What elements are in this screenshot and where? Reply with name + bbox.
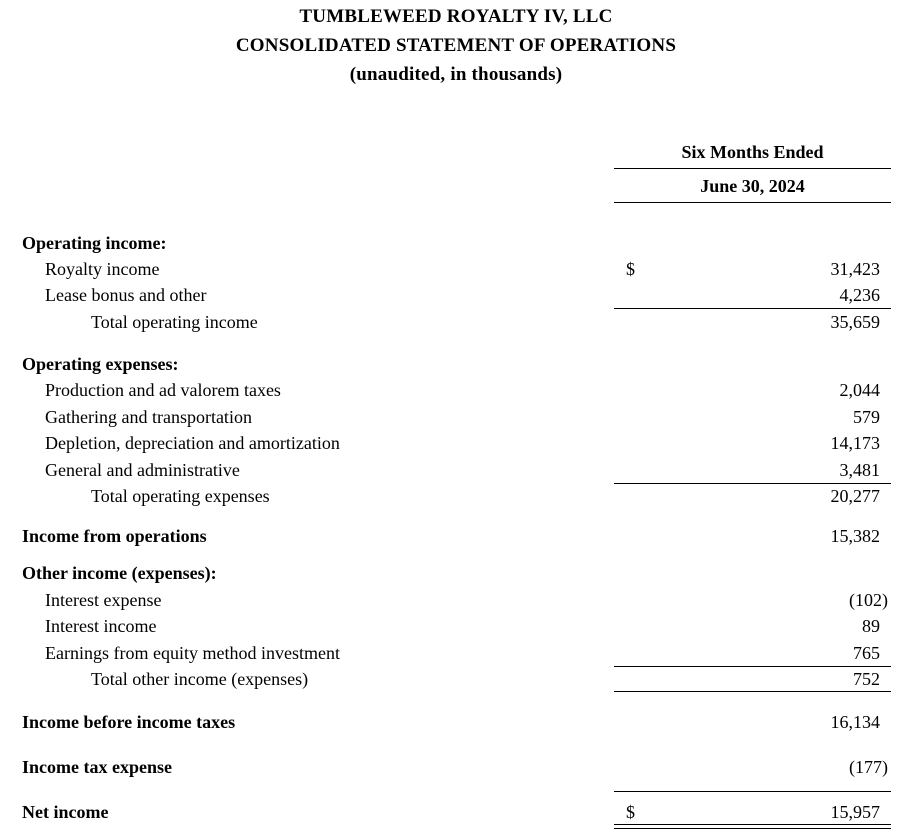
- row-value: 16,134: [830, 712, 880, 732]
- row-dda: [0, 431, 897, 455]
- row-income-before-taxes: [0, 710, 897, 734]
- statement-subtitle: (unaudited, in thousands): [349, 64, 563, 85]
- row-label: Interest income: [45, 616, 157, 636]
- currency-symbol: $: [626, 259, 635, 279]
- row-value: 3,481: [839, 460, 880, 480]
- row-value: 31,423: [830, 259, 880, 279]
- row-value: 20,277: [830, 486, 880, 506]
- row-label: Production and ad valorem taxes: [45, 380, 281, 400]
- row-interest-income: [0, 614, 897, 638]
- row-label: General and administrative: [45, 460, 240, 480]
- column-header-date-rule: [614, 202, 891, 203]
- section-heading-operating-expenses: Operating expenses:: [22, 354, 179, 374]
- row-label: Total operating expenses: [91, 486, 270, 506]
- total-rule: [614, 791, 891, 792]
- row-value: 765: [853, 643, 880, 663]
- row-value: 35,659: [830, 312, 880, 332]
- row-label: Net income: [22, 802, 109, 822]
- row-value: 2,044: [839, 380, 880, 400]
- row-total-other-income: [0, 667, 897, 691]
- column-header-date: June 30, 2024: [700, 176, 805, 196]
- row-label: Income tax expense: [22, 757, 172, 777]
- row-label: Lease bonus and other: [45, 285, 207, 305]
- row-label: Gathering and transportation: [45, 407, 252, 427]
- row-label: Earnings from equity method investment: [45, 643, 340, 663]
- row-royalty-income: [0, 257, 897, 281]
- column-header-period: Six Months Ended: [681, 142, 824, 162]
- row-interest-expense: [0, 588, 897, 612]
- row-label: Depletion, depreciation and amortization: [45, 433, 340, 453]
- row-value: 14,173: [830, 433, 880, 453]
- row-net-income: [0, 800, 897, 824]
- subtotal-rule: [614, 308, 891, 309]
- row-label: Income before income taxes: [22, 712, 236, 732]
- row-label: Income from operations: [22, 526, 207, 546]
- currency-symbol: $: [626, 802, 635, 822]
- row-value: 15,382: [830, 526, 880, 546]
- row-production-taxes: [0, 378, 897, 402]
- row-total-operating-income: [0, 310, 897, 334]
- section-heading-other-income: Other income (expenses):: [22, 563, 217, 583]
- row-value: 15,957: [830, 802, 880, 822]
- section-heading-operating-income: Operating income:: [22, 233, 167, 253]
- row-label: Royalty income: [45, 259, 160, 279]
- row-income-from-operations: [0, 524, 897, 548]
- row-label: Total operating income: [91, 312, 258, 332]
- column-header-rule: [614, 168, 891, 169]
- row-lease-bonus: [0, 283, 897, 307]
- row-value: 89: [862, 616, 880, 636]
- row-gathering: [0, 405, 897, 429]
- row-value: (102): [849, 590, 888, 610]
- row-value: 752: [853, 669, 880, 689]
- statement-title: CONSOLIDATED STATEMENT OF OPERATIONS: [235, 35, 677, 56]
- row-label: Interest expense: [45, 590, 162, 610]
- double-underline-rule: [614, 824, 891, 829]
- row-value: 579: [853, 407, 880, 427]
- total-rule: [614, 691, 891, 692]
- row-value: 4,236: [839, 285, 880, 305]
- row-label: Total other income (expenses): [91, 669, 309, 689]
- statement-title-company: TUMBLEWEED ROYALTY IV, LLC: [299, 6, 613, 27]
- row-g-and-a: [0, 458, 897, 482]
- row-total-operating-expenses: [0, 484, 897, 508]
- row-value: (177): [849, 757, 888, 777]
- row-equity-earnings: [0, 641, 897, 665]
- row-income-tax-expense: [0, 755, 897, 779]
